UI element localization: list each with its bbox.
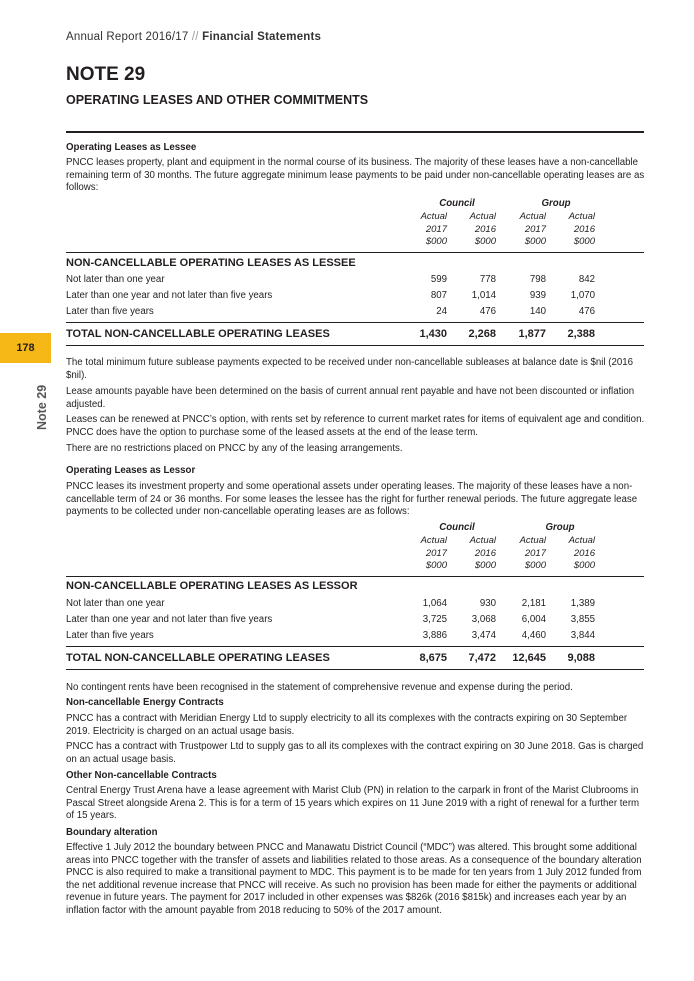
table-row-label: Later than one year and not later than five years <box>66 290 273 301</box>
column-header: Actual 2016 $000 <box>469 535 496 572</box>
table-cell: 1,389 <box>570 598 595 609</box>
table-cell: 1,014 <box>471 290 496 301</box>
lessee-note-renewal: Leases can be renewed at PNCC’s option, with rents set by reference to current market rates for items of equivalent age and condition. PNCC does have the option to purchase some of the leased assets at the end of the lease term. <box>66 414 645 438</box>
total-cell: 2,268 <box>468 328 496 340</box>
table-cell: 3,855 <box>570 614 595 625</box>
table-cell: 807 <box>430 290 447 301</box>
table-cell: 476 <box>479 306 496 317</box>
total-cell: 7,472 <box>468 652 496 664</box>
side-note-label: Note 29 <box>35 384 49 430</box>
lessee-note-sublease: The total minimum future sublease payments expected to be received under non-cancellable subleases at balance date is $nil (2016 $nil). <box>66 357 634 381</box>
header-section: Financial Statements <box>202 31 322 43</box>
table-row-label: Later than five years <box>66 306 154 317</box>
lessee-note-restrictions: There are no restrictions placed on PNCC by any of the leasing arrangements. <box>66 443 403 454</box>
column-header: Actual 2017 $000 <box>420 211 447 248</box>
lessor-total-label: TOTAL NON-CANCELLABLE OPERATING LEASES <box>66 652 330 664</box>
table-cell: 24 <box>436 306 447 317</box>
table-rule <box>66 576 644 577</box>
energy-heading: Non-cancellable Energy Contracts <box>66 697 224 708</box>
group-header-council: Council <box>439 522 475 533</box>
total-cell: 1,877 <box>518 328 546 340</box>
column-header: Actual 2017 $000 <box>519 535 546 572</box>
table-cell: 3,474 <box>471 630 496 641</box>
table-row-label: Later than one year and not later than five years <box>66 614 273 625</box>
table-cell: 798 <box>529 274 546 285</box>
note-title: NOTE 29 <box>66 64 146 85</box>
lessor-heading: Operating Leases as Lessor <box>66 465 196 476</box>
table-cell: 3,725 <box>422 614 447 625</box>
energy-paragraph-1: PNCC has a contract with Meridian Energy Ltd to supply electricity to all its complexes with the contracts expiring on 30 September 2019. Electricity is charged on an actual usage basis. <box>66 713 628 737</box>
group-header-group: Group <box>541 198 571 209</box>
table-cell: 3,844 <box>570 630 595 641</box>
divider <box>66 131 644 133</box>
lessee-section-title: NON-CANCELLABLE OPERATING LEASES AS LESSEE <box>66 257 356 269</box>
contingent-rents-note: No contingent rents have been recognised in the statement of comprehensive revenue and expense during the period. <box>66 682 573 693</box>
total-cell: 8,675 <box>419 652 447 664</box>
total-cell: 12,645 <box>512 652 546 664</box>
table-rule <box>66 669 644 670</box>
header-separator: // <box>191 31 199 43</box>
lessee-intro: PNCC leases property, plant and equipment in the normal course of its business. The majority of these leases have a non-cancellable remaining term of 30 months. The future aggregate minimum lease payments to be paid under non-cancellable operating leases are as follows: <box>66 157 645 194</box>
column-header: Actual 2016 $000 <box>568 535 595 572</box>
table-cell: 930 <box>479 598 496 609</box>
lessee-note-amounts: Lease amounts payable have been determined on the basis of current annual rent payable and have not been discounted or inflation adjusted. <box>66 386 635 410</box>
energy-paragraph-2: PNCC has a contract with Trustpower Ltd to supply gas to all its complexes with the contract expiring on 30 June 2018. Gas is charged on an actual usage basis. <box>66 741 644 765</box>
group-header-council: Council <box>439 198 475 209</box>
lessor-intro: PNCC leases its investment property and some operational assets under operating leases. The majority of these leases have a non-cancellable term of 24 or 36 months. For some leases the lessee has the right for further renewal periods. The future aggregate lease payments to be collected under non-cancellable operating leases are as follows: <box>66 481 638 518</box>
table-row-label: Not later than one year <box>66 274 165 285</box>
column-header: Actual 2017 $000 <box>420 535 447 572</box>
table-rule <box>66 322 644 323</box>
boundary-paragraph: Effective 1 July 2012 the boundary between PNCC and Manawatu District Council (“MDC”) was altered. This brought some additional areas into PNCC together with the transfer of assets and liabilities related to those areas. As a consequence of the boundary alteration PNCC is also required to make a transitional payment to MDC. This payment is to be made for ten years from 1 July 2012 funded from the net additional revenue increase that PNCC will receive. As such no provision has been made for either the payments or additional revenue in future years. The payment for 2017 included in other expenses was $826k (2016 $815k) and increases each year by an inflation factor with the amount payable from 2018 reducing to 50% of the 2017 amount. <box>66 842 642 916</box>
table-rule <box>66 345 644 346</box>
running-header <box>66 31 321 43</box>
table-cell: 140 <box>529 306 546 317</box>
other-contracts-paragraph: Central Energy Trust Arena have a lease agreement with Marist Club (PN) in relation to the carpark in front of the Marist Clubrooms in Pascal Street alongside Arena 2. This is for a term of 15 years which expires on 11 June 2019 with a right of renewal for a further term of 15 years. <box>66 785 640 822</box>
table-row-label: Not later than one year <box>66 598 165 609</box>
table-cell: 3,068 <box>471 614 496 625</box>
lessor-section-title: NON-CANCELLABLE OPERATING LEASES AS LESSOR <box>66 580 358 592</box>
page-number-tab: 178 <box>0 333 51 363</box>
table-rule <box>66 252 644 253</box>
table-row-label: Later than five years <box>66 630 154 641</box>
table-rule <box>66 646 644 647</box>
table-cell: 939 <box>529 290 546 301</box>
table-cell: 1,070 <box>570 290 595 301</box>
table-cell: 1,064 <box>422 598 447 609</box>
table-cell: 842 <box>578 274 595 285</box>
report-title: Annual Report 2016/17 <box>66 31 189 43</box>
table-cell: 2,181 <box>521 598 546 609</box>
total-cell: 2,388 <box>567 328 595 340</box>
lessee-total-label: TOTAL NON-CANCELLABLE OPERATING LEASES <box>66 328 330 340</box>
lessee-heading: Operating Leases as Lessee <box>66 142 197 153</box>
boundary-heading: Boundary alteration <box>66 827 158 838</box>
table-cell: 4,460 <box>521 630 546 641</box>
column-header: Actual 2017 $000 <box>519 211 546 248</box>
table-cell: 6,004 <box>521 614 546 625</box>
group-header-group: Group <box>545 522 575 533</box>
total-cell: 9,088 <box>567 652 595 664</box>
table-cell: 599 <box>430 274 447 285</box>
table-cell: 778 <box>479 274 496 285</box>
table-cell: 476 <box>578 306 595 317</box>
column-header: Actual 2016 $000 <box>469 211 496 248</box>
other-contracts-heading: Other Non-cancellable Contracts <box>66 770 217 781</box>
table-cell: 3,886 <box>422 630 447 641</box>
note-subtitle: OPERATING LEASES AND OTHER COMMITMENTS <box>66 93 369 107</box>
column-header: Actual 2016 $000 <box>568 211 595 248</box>
total-cell: 1,430 <box>419 328 447 340</box>
